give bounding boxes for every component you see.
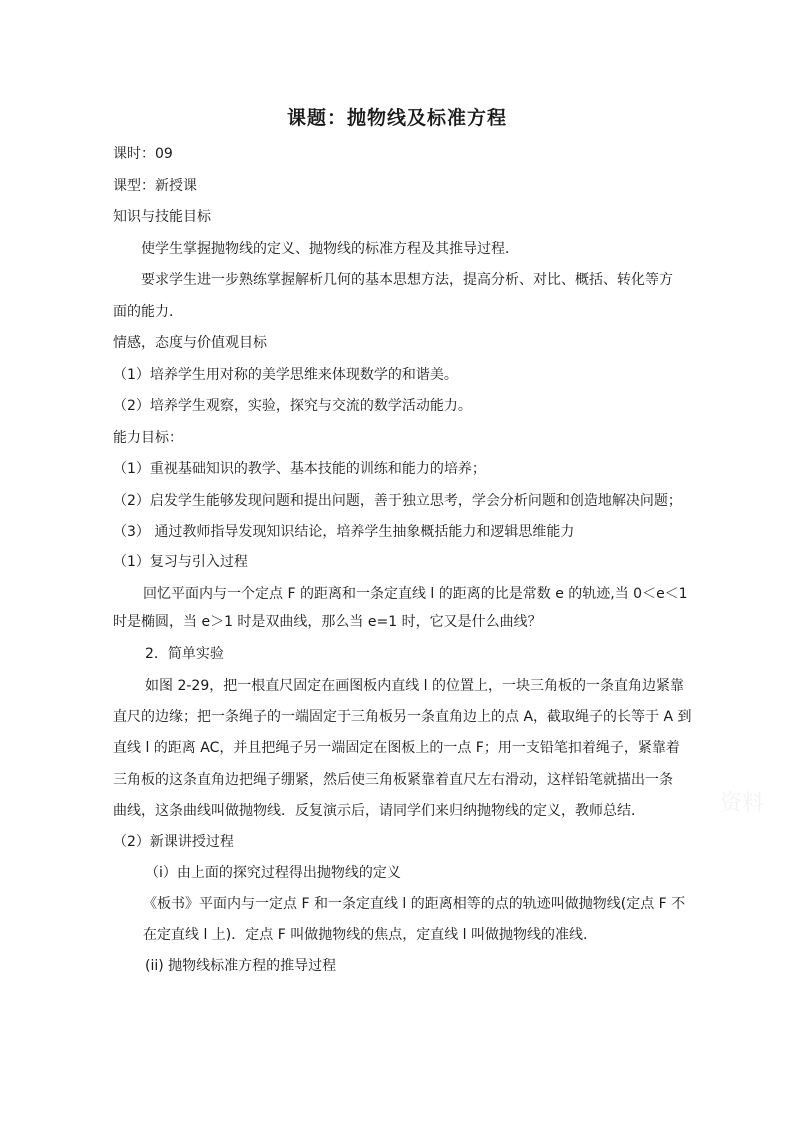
subheading-review: （1）复习与引入过程 [113, 554, 248, 570]
watermark: 资料 [720, 791, 765, 816]
class-hour-line: 课时：09 [113, 146, 173, 162]
paragraph-line: 直线 l 的距离 AC，并且把绳子另一端固定在图板上的一点 F；用一支铅笔扣着绳子，紧靠着 [113, 740, 680, 756]
list-item: （1）重视基础知识的教学、基本技能的训练和能力的培养； [113, 461, 486, 477]
paragraph-line: 在定直线 l 上)．定点 F 叫做抛物线的焦点，定直线 l 叫做抛物线的准线. [143, 927, 588, 943]
subheading-derivation: (ii) 抛物线标准方程的推导过程 [145, 958, 337, 974]
paragraph-line: 使学生掌握抛物线的定义、抛物线的标准方程及其推导过程． [141, 241, 519, 257]
list-item: （3） 通过教师指导发现知识结论，培养学生抽象概括能力和逻辑思维能力 [113, 524, 575, 540]
paragraph-line: 回忆平面内与一个定点 F 的距离和一条定直线 l 的距离的比是常数 e 的轨迹,当 0＜e＜1 [143, 586, 688, 602]
paragraph-line: 如图 2-29，把一根直尺固定在画图板内直线 l 的位置上，一块三角板的一条直角边紧靠 [145, 678, 685, 694]
subheading-new-lesson: （2）新课讲授过程 [113, 834, 234, 850]
paragraph-line: 时是椭圆，当 e＞1 时是双曲线，那么当 e=1 时，它又是什么曲线？ [113, 614, 542, 630]
paragraph-line: 直尺的边缘；把一条绳子的一端固定于三角板另一条直角边上的点 A，截取绳子的长等于 A 到 [113, 709, 692, 725]
paragraph-line: 《板书》平面内与一定点 F 和一条定直线 l 的距离相等的点的轨迹叫做抛物线(定点 F 不 [143, 896, 686, 912]
list-item: （2）启发学生能够发现问题和提出问题，善于独立思考，学会分析问题和创造地解决问题； [113, 493, 682, 509]
subheading-definition: （i）由上面的探究过程得出抛物线的定义 [145, 865, 401, 881]
list-item: （2）培养学生观察，实验，探究与交流的数学活动能力。 [113, 398, 472, 414]
document-title: 课题：抛物线及标准方程 [286, 107, 507, 129]
paragraph-line: 面的能力． [113, 304, 183, 320]
section-heading-knowledge: 知识与技能目标 [113, 209, 211, 225]
paragraph-line: 要求学生进一步熟练掌握解析几何的基本思想方法，提高分析、对比、概括、转化等方 [141, 272, 673, 288]
section-heading-ability: 能力目标： [113, 430, 183, 446]
list-item: （1）培养学生用对称的美学思维来体现数学的和谐美。 [113, 367, 458, 383]
class-type-line: 课型：新授课 [113, 178, 197, 194]
paragraph-line: 三角板的这条直角边把绳子绷紧，然后使三角板紧靠着直尺左右滑动，这样铅笔就描出一条 [113, 772, 673, 788]
section-heading-attitude: 情感，态度与价值观目标 [113, 335, 267, 351]
paragraph-line: 曲线，这条曲线叫做抛物线．反复演示后，请同学们来归纳抛物线的定义，教师总结． [113, 803, 645, 819]
subheading-experiment: 2．简单实验 [145, 646, 224, 662]
